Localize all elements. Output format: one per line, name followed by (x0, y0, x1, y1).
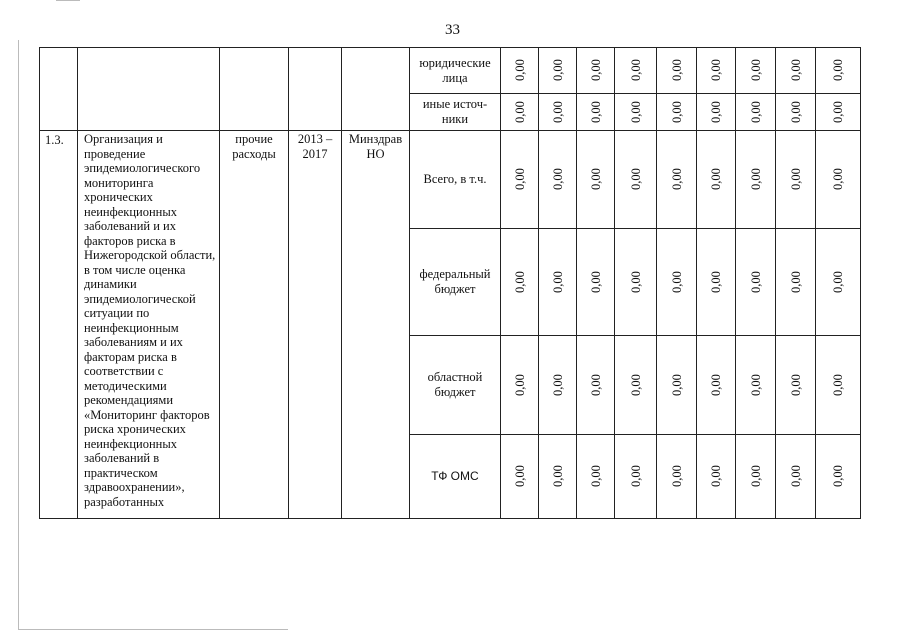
empty-continued-cell (40, 48, 78, 131)
value-cell (501, 48, 539, 94)
value-cell (577, 229, 615, 336)
value-cell (615, 48, 657, 94)
value-cell (776, 435, 816, 519)
value-text: 0,00 (512, 465, 527, 487)
value-text: 0,00 (512, 100, 527, 123)
value-text: 0,00 (831, 270, 845, 293)
value-text: 0,00 (628, 465, 643, 487)
value-cell (657, 336, 697, 435)
value-cell (816, 229, 861, 336)
value-cell (539, 336, 577, 435)
value-text: 0,00 (748, 270, 763, 293)
value-cell (501, 435, 539, 519)
value-text: 0,00 (748, 59, 763, 81)
item-period: 2013 – 2017 (289, 131, 342, 519)
value-text: 0,00 (748, 373, 763, 396)
value-cell (657, 131, 697, 229)
value-text: 0,00 (669, 100, 684, 123)
value-cell (697, 48, 736, 94)
value-text: 0,00 (831, 168, 845, 190)
value-text: 0,00 (831, 100, 845, 123)
value-text: 0,00 (588, 465, 603, 487)
value-text: 0,00 (550, 168, 565, 190)
value-cell (776, 131, 816, 229)
value-text: 0,00 (831, 373, 845, 396)
value-text: 0,00 (709, 373, 723, 396)
value-text: 0,00 (669, 168, 684, 190)
value-cell (776, 48, 816, 94)
value-cell (736, 131, 776, 229)
page-number: 33 (445, 22, 460, 38)
value-text: 0,00 (748, 100, 763, 123)
value-cell (816, 48, 861, 94)
funding-source: ТФ ОМС (410, 435, 501, 519)
value-text: 0,00 (748, 168, 763, 190)
empty-continued-cell (289, 48, 342, 131)
value-cell (776, 94, 816, 131)
scan-edge-top (56, 0, 80, 1)
scan-edge-left (18, 40, 19, 630)
funding-source: юридические лица (410, 48, 501, 94)
value-cell (657, 94, 697, 131)
value-cell (615, 435, 657, 519)
empty-continued-cell (220, 48, 289, 131)
value-text: 0,00 (831, 465, 845, 487)
value-text: 0,00 (588, 100, 603, 123)
value-cell (539, 229, 577, 336)
value-text: 0,00 (788, 59, 803, 81)
value-text: 0,00 (709, 168, 723, 190)
value-cell (816, 131, 861, 229)
funding-source: областной бюджет (410, 336, 501, 435)
value-cell (736, 435, 776, 519)
value-cell (615, 131, 657, 229)
value-cell (657, 48, 697, 94)
value-text: 0,00 (588, 373, 603, 396)
value-text: 0,00 (550, 373, 565, 396)
value-cell (816, 336, 861, 435)
value-cell (501, 131, 539, 229)
value-text: 0,00 (588, 59, 603, 81)
value-cell (577, 336, 615, 435)
value-text: 0,00 (588, 270, 603, 293)
value-cell (697, 229, 736, 336)
value-text: 0,00 (512, 270, 527, 293)
value-text: 0,00 (788, 465, 803, 487)
value-text: 0,00 (669, 373, 684, 396)
value-text: 0,00 (788, 100, 803, 123)
value-text: 0,00 (669, 465, 684, 487)
value-cell (697, 336, 736, 435)
value-text: 0,00 (709, 270, 723, 293)
item-executor: Минздрав НО (342, 131, 410, 519)
empty-continued-cell (78, 48, 220, 131)
value-text: 0,00 (628, 168, 643, 190)
funding-source: федеральный бюджет (410, 229, 501, 336)
empty-continued-cell (342, 48, 410, 131)
value-cell (657, 435, 697, 519)
value-cell (697, 435, 736, 519)
item-cost-type: прочие расходы (220, 131, 289, 519)
value-cell (577, 94, 615, 131)
funding-source: иные источ-ники (410, 94, 501, 131)
value-cell (615, 94, 657, 131)
value-text: 0,00 (512, 168, 527, 190)
value-cell (697, 94, 736, 131)
value-cell (736, 336, 776, 435)
value-text: 0,00 (588, 168, 603, 190)
value-text: 0,00 (709, 59, 723, 81)
value-cell (776, 229, 816, 336)
value-text: 0,00 (669, 270, 684, 293)
value-text: 0,00 (550, 59, 565, 81)
value-cell (539, 94, 577, 131)
value-text: 0,00 (788, 168, 803, 190)
value-text: 0,00 (788, 373, 803, 396)
scan-edge-bottom (18, 629, 288, 630)
value-cell (615, 336, 657, 435)
value-cell (577, 435, 615, 519)
table-row (40, 131, 861, 229)
value-cell (697, 131, 736, 229)
value-cell (577, 131, 615, 229)
value-text: 0,00 (831, 59, 845, 81)
value-cell (657, 229, 697, 336)
value-cell (501, 94, 539, 131)
value-cell (736, 94, 776, 131)
value-cell (539, 131, 577, 229)
item-number: 1.3. (40, 131, 78, 519)
value-text: 0,00 (550, 270, 565, 293)
value-text: 0,00 (628, 100, 643, 123)
value-cell (501, 229, 539, 336)
value-text: 0,00 (512, 59, 527, 81)
value-cell (539, 435, 577, 519)
value-text: 0,00 (628, 270, 643, 293)
value-cell (736, 48, 776, 94)
value-cell (736, 229, 776, 336)
value-cell (776, 336, 816, 435)
value-cell (577, 48, 615, 94)
value-text: 0,00 (550, 100, 565, 123)
value-text: 0,00 (709, 465, 723, 487)
value-cell (615, 229, 657, 336)
funding-source: Всего, в т.ч. (410, 131, 501, 229)
value-text: 0,00 (628, 373, 643, 396)
value-cell (539, 48, 577, 94)
value-cell (816, 435, 861, 519)
value-text: 0,00 (512, 373, 527, 396)
budget-table (39, 47, 861, 519)
value-text: 0,00 (748, 465, 763, 487)
value-text: 0,00 (628, 59, 643, 81)
item-description: Организация и проведение эпидемиологического мониторинга хронических неинфекционных заболеваний и их факторов риска в Нижегородской области, в том числе оценка динамики эпидемиологической ситуации по неинфекционным заболеваниям и их факторам риска в соответствии с методическими рекомендациями «Мониторинг факторов риска хронических неинфекционных заболеваний в практическом здравоохранении», разработанных (78, 131, 220, 519)
table-row (40, 48, 861, 94)
value-cell (816, 94, 861, 131)
value-text: 0,00 (788, 270, 803, 293)
value-text: 0,00 (709, 100, 723, 123)
value-text: 0,00 (550, 465, 565, 487)
value-text: 0,00 (669, 59, 684, 81)
value-cell (501, 336, 539, 435)
